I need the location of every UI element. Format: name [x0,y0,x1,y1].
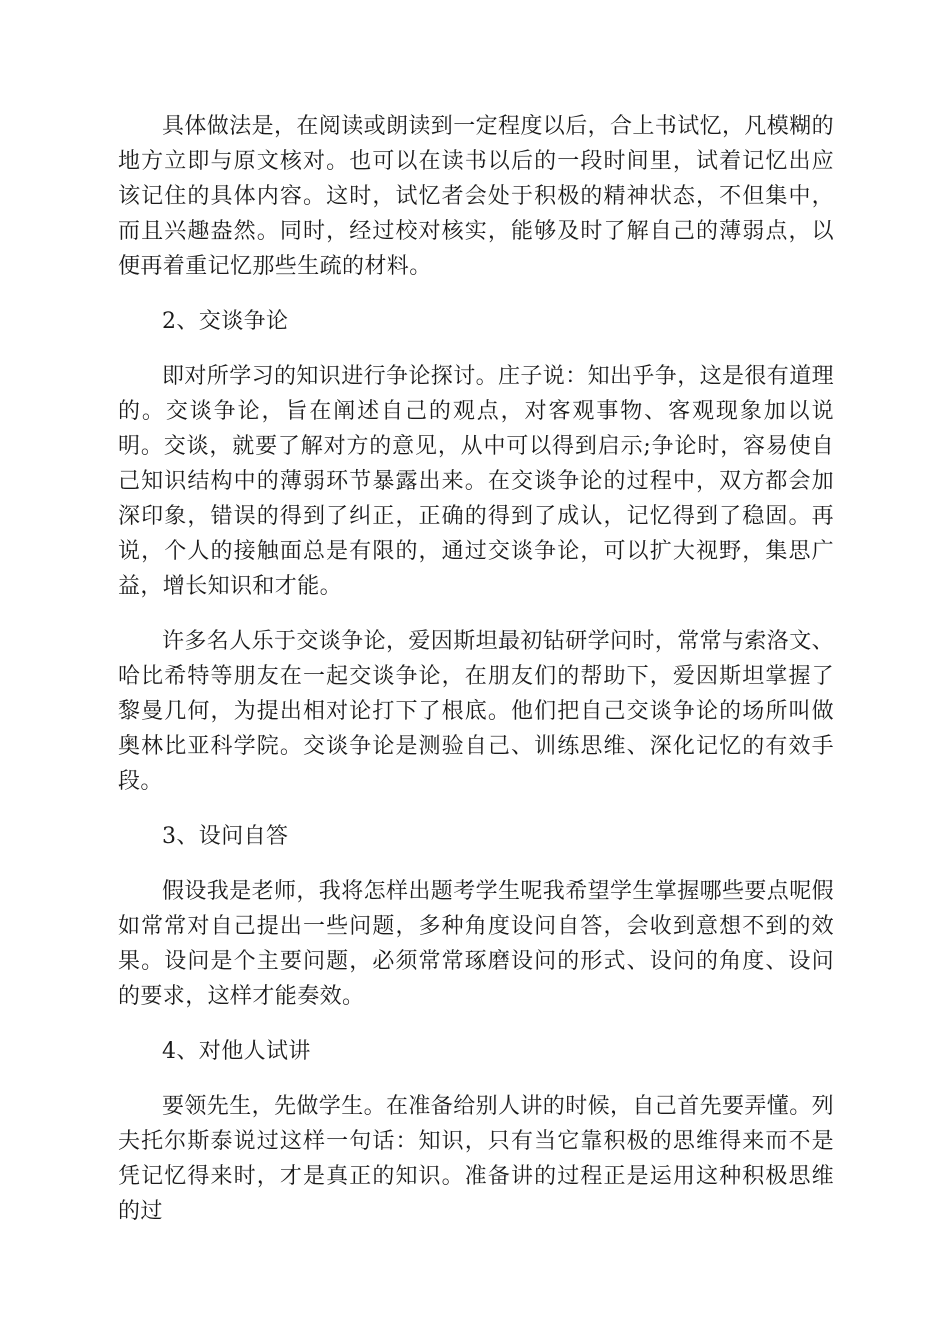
document-page [118,109,834,1229]
section-heading-discussion: 2、交谈争论 [162,309,289,334]
section-heading-teaching-others: 4、对他人试讲 [162,1039,311,1064]
paragraph-einstein: 许多名人乐于交谈争论，爱因斯坦最初钻研学问时，常常与索洛文、哈比希特等朋友在一起交谈争论，在朋友们的帮助下，爱因斯坦掌握了黎曼几何，为提出相对论打下了根底。他们把自己交谈争论的场所叫做奥林比亚科学院。交谈争论是测验自己、训练思维、深化记忆的有效手段。 [118,629,835,794]
paragraph-discussion: 即对所学习的知识进行争论探讨。庄子说：知出乎争，这是很有道理的。交谈争论，旨在阐述自己的观点，对客观事物、客观现象加以说明。交谈，就要了解对方的意见，从中可以得到启示;争论时，容易使自己知识结构中的薄弱环节暴露出来。在交谈争论的过程中，双方都会加深印象，错误的得到了纠正，正确的得到了成认，记忆得到了稳固。再说，个人的接触面总是有限的，通过交谈争论，可以扩大视野，集思广益，增长知识和才能。 [118,364,835,599]
paragraph-recall-method: 具体做法是，在阅读或朗读到一定程度以后，合上书试忆，凡模糊的地方立即与原文核对。也可以在读书以后的一段时间里，试着记忆出应该记住的具体内容。这时，试忆者会处于积极的精神状态，不但集中，而且兴趣盎然。同时，经过校对核实，能够及时了解自己的薄弱点，以便再着重记忆那些生疏的材料。 [118,114,835,279]
paragraph-self-questioning: 假设我是老师，我将怎样出题考学生呢我希望学生掌握哪些要点呢假如常常对自己提出一些问题，多种角度设问自答，会收到意想不到的效果。设问是个主要问题，必须常常琢磨设问的形式、设问的角度、设问的要求，这样才能奏效。 [118,879,835,1009]
section-heading-self-questioning: 3、设问自答 [162,824,289,849]
paragraph-teaching-others: 要领先生，先做学生。在准备给别人讲的时候，自己首先要弄懂。列夫托尔斯泰说过这样一句话：知识，只有当它靠积极的思维得来而不是凭记忆得来时，才是真正的知识。准备讲的过程正是运用这种积极思维的过 [118,1094,835,1224]
